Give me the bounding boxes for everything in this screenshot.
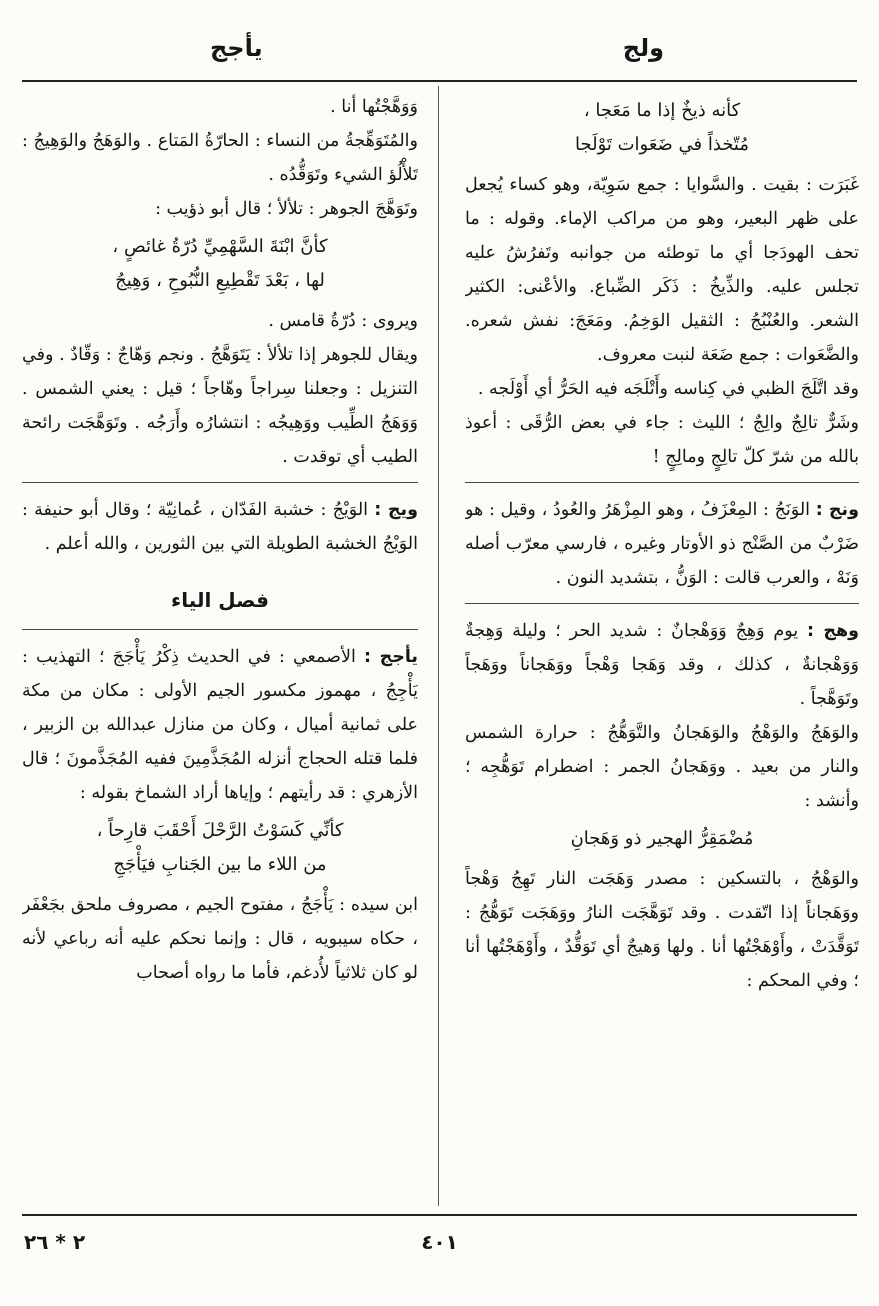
entry-yajj [22, 640, 418, 810]
verse-line: مُضْمَقِرُّ الهجير ذو وَهَجانِ [570, 828, 754, 849]
verse-block [22, 230, 418, 298]
paragraph: غَبَرَت : بقيت . والسَّوايا : جمع سَوِيّة، وهو كساء يُجعل على ظهر البعير، وهو من مراكب الإماء. وقوله : ما تحف الهودَجا أي ما توطئه من جوانبه وتَفرُشُ عليه تجلس عليه. والذِّيخُ : ذَكَر الضِّباع. والأعْنى: الكثير الشعر. والعُنْبُجُ : الثقيل الوَخِمُ. ومَعَجَ: نفش شعره. والضَّعَوات : جمع ضَعَة لنبت معروف. [465, 175, 859, 365]
entry-separator [22, 482, 418, 483]
verse-line: مُتّخذاً في ضَعَوات تَوْلَجا [574, 134, 750, 155]
verse-line: كأنَّ ابْنَةَ السَّهْمِيِّ دُرّةُ غائصٍ ، [112, 236, 328, 257]
paragraph: والوَهْجُ ، بالتسكين : مصدر وَهَجَت النار تَهِجُ وَهْجاً ووَهَجاناً إذا اتّقدت . وقد تَوَهَّجَت النارُ ووَهَجَت تَوَهُّجُ : تَوَقَّدَتْ ، وأَوْهَجْتُها أنا . ولها وَهيجٌ أي تَوَقُّدٌ ، وأَوْهَجْتُها أنا ؛ وفي المحكم : [465, 869, 859, 991]
headword: يأجج : [363, 647, 418, 667]
headword: وهج : [807, 621, 859, 641]
verse-line: كأنِّي كَسَوْتُ الرَّحْلَ أَحْقَبَ قارِحاً ، [96, 820, 344, 841]
verse-block [22, 814, 418, 882]
header-guide-word-right: ولج [622, 34, 664, 62]
paragraph: ويقال للجوهر إذا تلألأ : يَتَوَهَّجُ . ونجم وَهّاجٌ : وَقّادٌ . وفي التنزيل : وجعلنا سِراجاً وهّاجاً ؛ قيل : يعني الشمس . وَوَهَجُ الطِّيب ووَهِيجُه : انتشارُه وأَرَجُه . وتَوَهَّجَت رائحة الطيب أي توقدت . [22, 345, 418, 467]
page-number: ٤٠١ [421, 1230, 458, 1254]
right-column [465, 90, 859, 1205]
paragraph: ابن سيده : يَأْجَجُ ، مفتوح الجيم ، مصروف ملحق بجَعْفَر ، حكاه سيبويه ، قال : وإنما نحكم عليه أنه رباعي لأنه لو كان ثلاثياً لأُدغم، فأما ما رواه أصحاب [22, 895, 418, 983]
headword: ونج : [815, 500, 859, 520]
page-footer [0, 1230, 879, 1270]
paragraph: والوَهَجُ والوَهْجُ والوَهَجانُ والتَّوَهُّجُ : حرارة الشمس والنار من بعيد . ووَهَجانُ الجمر : اضطرام تَوَهُّجِه ؛ وأنشد : [465, 723, 859, 811]
headword: ويج : [374, 500, 418, 520]
paragraph: والمُتَوَهِّجةُ من النساء : الحارّةُ المَتاع . والوَهَجُ والوَهِيجُ : تَلأْلُؤ الشيء وتَوَقُّدُه . [22, 131, 418, 185]
entry-separator [465, 482, 859, 483]
entry-separator [22, 629, 418, 630]
column-divider [438, 86, 439, 1206]
signature-mark: ٢ * ٢٦ [24, 1230, 86, 1254]
header-rule [22, 80, 857, 82]
section-title: فصل الياء [171, 588, 269, 612]
paragraph: ويروى : دُرّةُ قامس . [268, 311, 418, 331]
entry-text: الأصمعي : في الحديث ذِكْرُ يَأْجَجَ ؛ التهذيب : يَأْجِجُ ، مهموز مكسور الجيم الأولى : مكان من مكة على ثمانية أميال ، وكان من منازل عبدالله بن الزبير ، فلما قتله الحجاج أنزله المُجَذَّمِينَ ففيه المُجَذَّمونَ ؛ قال الأزهري : قد رأيتهم ؛ وإياها أراد الشماخ بقوله : [22, 647, 418, 803]
verse-line: كأنه ذيخٌ إذا ما مَعَجا ، [583, 100, 741, 121]
left-column [22, 90, 418, 1205]
entry-separator [465, 603, 859, 604]
verse-block [465, 822, 859, 856]
entry-text: الوَنَجُ : المِعْزَفُ ، وهو المِزْهَرُ والعُودُ ، وقيل : هو ضَرْبٌ من الصَّنْج ذو الأوتار وغيره ، فارسي معرّب أصله وَنَهْ ، والعرب قالت : الوَنُّ ، بتشديد النون . [465, 500, 859, 588]
entry-text: يوم وَهِجٌ وَوَهْجانٌ : شديد الحر ؛ وليلة وَهِجةٌ وَوَهْجانةٌ ، كذلك ، وقد وَهَجا وَهْجاً ووَهَجاناً ووَهَجاً وتَوَهَّجاً . [465, 621, 859, 709]
entry-wayj [22, 493, 418, 561]
entry-text: الوَيْجُ : خشبة الفَدّان ، عُمانِيّة ؛ وقال أبو حنيفة : الوَيْجُ الخشبة الطويلة التي بين الثورين ، والله أعلم . [22, 500, 418, 554]
verse-block [465, 94, 859, 162]
verse-line: من اللاء ما بين الجَنابِ فيَأْجَجِ [113, 854, 327, 875]
paragraph: وشَرٌّ تالِجٌ والِجٌ ؛ الليث : جاء في بعض الرُّقَى : أعوذ بالله من شرّ كلّ تالِجٍ ومالِجٍ ! [465, 413, 859, 467]
paragraph: وتَوَهَّجَ الجوهر : تلألأ ؛ قال أبو ذؤيب : [155, 199, 418, 219]
entry-wahj [465, 614, 859, 716]
paragraph: وَوَهَّجْتُها أنا . [330, 97, 418, 117]
page-header [0, 28, 879, 76]
entry-wanj [465, 493, 859, 595]
footer-rule [22, 1214, 857, 1216]
verse-line: لها ، بَعْدَ تَقْطِيعِ النُّبُوحِ ، وَهِيجُ [115, 270, 325, 291]
paragraph: وقد اتَّلَجَ الظبي في كِناسه وأَتْلَجَه فيه الحَرُّ أي أَوْلَجه . [477, 379, 859, 399]
header-guide-word-left: يأجج [210, 34, 263, 62]
